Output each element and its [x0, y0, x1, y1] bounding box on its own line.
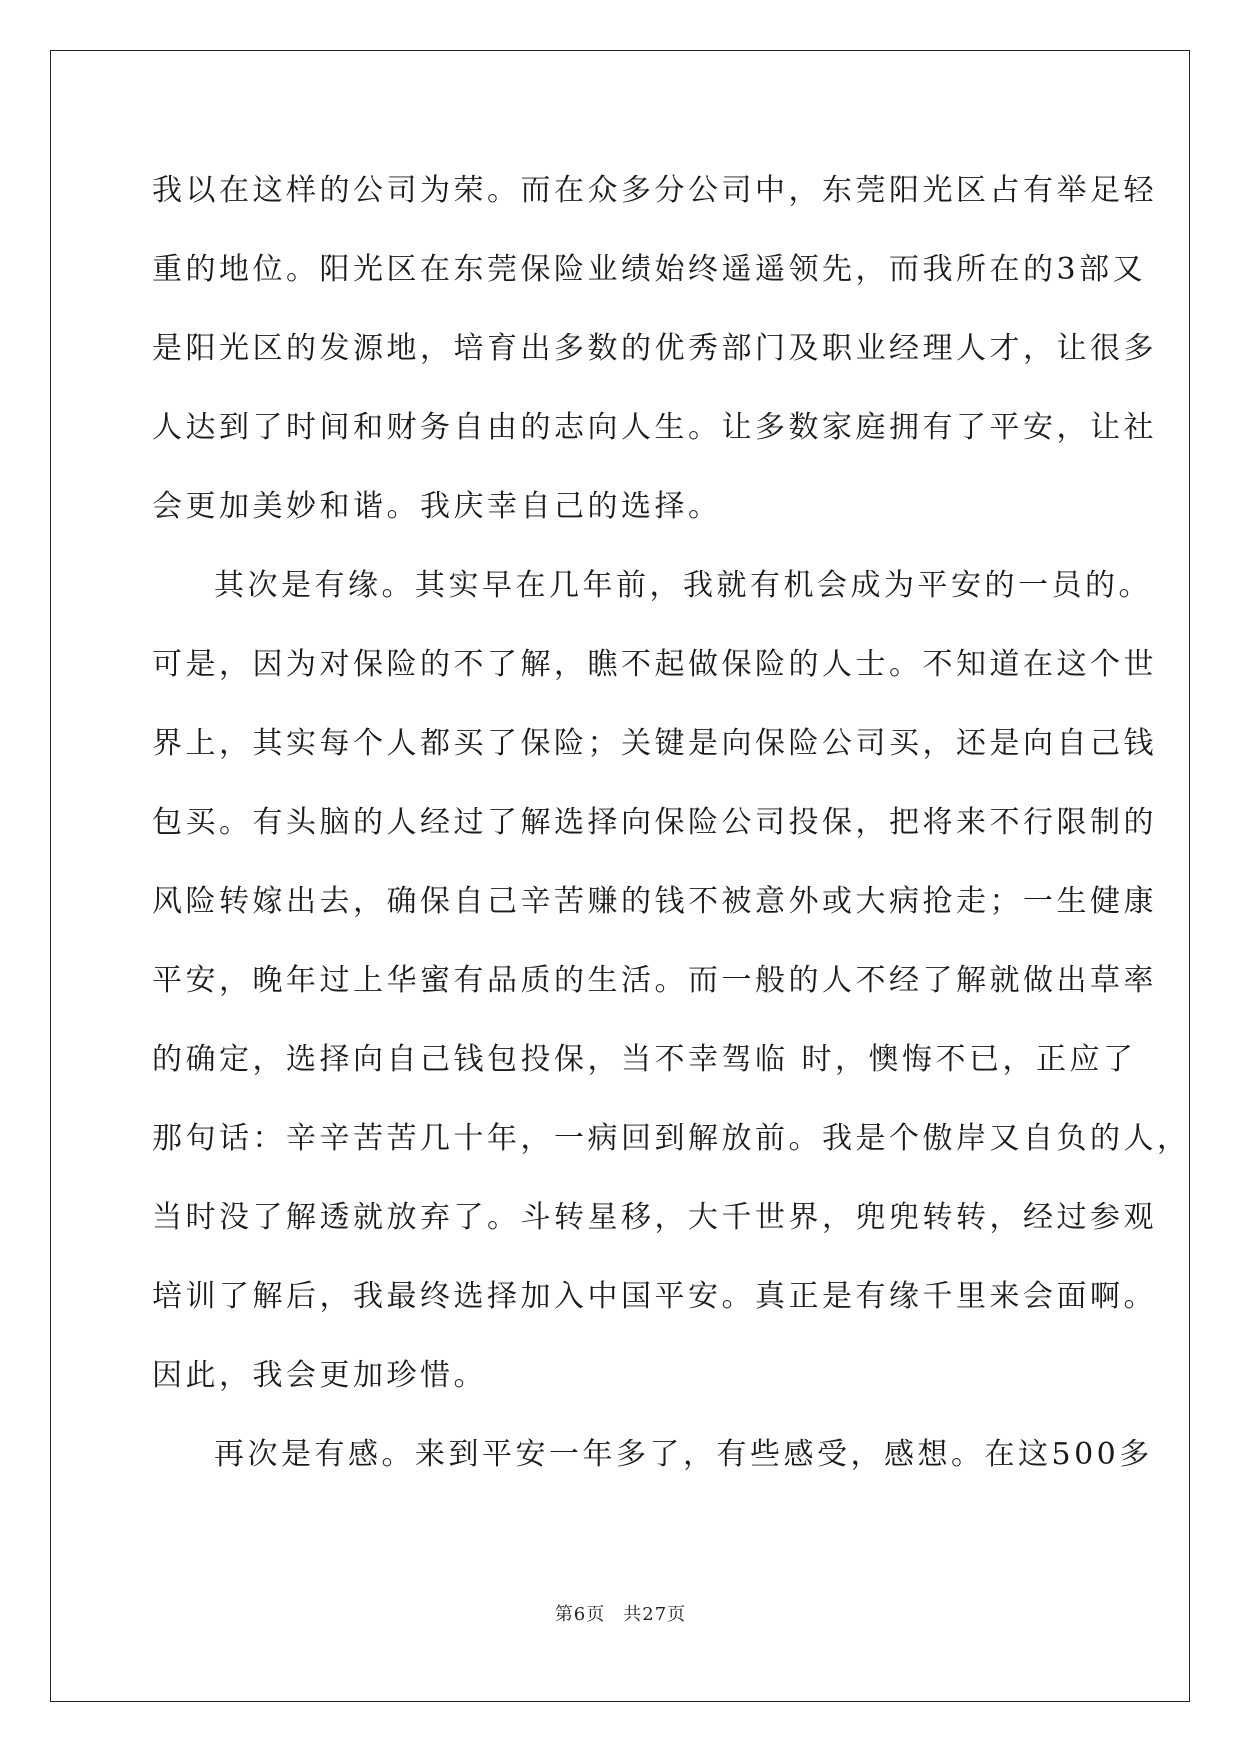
text-line: 平安，晚年过上华蜜有品质的生活。而一般的人不经了解就做出草率 [152, 963, 1157, 998]
text-line: 的确定，选择向自己钱包投保，当不幸驾临 时，懊悔不已，正应了 [152, 1042, 1137, 1077]
text-line: 再次是有感。来到平安一年多了，有些感受，感想。在这500多 [214, 1437, 1153, 1472]
text-line: 界上，其实每个人都买了保险；关键是向保险公司买，还是向自己钱 [152, 726, 1157, 761]
page-total: 共27页 [623, 1604, 687, 1625]
text-line: 当时没了解透就放弃了。斗转星移，大千世界，兜兜转转，经过参观 [152, 1200, 1157, 1235]
text-line: 其次是有缘。其实早在几年前，我就有机会成为平安的一员的。 [214, 568, 1152, 603]
text-line: 重的地位。阳光区在东莞保险业绩始终遥遥领先，而我所在的3部又 [152, 252, 1147, 287]
text-line: 是阳光区的发源地，培育出多数的优秀部门及职业经理人才，让很多 [152, 331, 1157, 366]
page-footer [0, 1600, 1241, 1626]
text-line: 可是，因为对保险的不了解，瞧不起做保险的人士。不知道在这个世 [152, 647, 1157, 682]
text-line: 我以在这样的公司为荣。而在众多分公司中，东莞阳光区占有举足轻 [152, 173, 1157, 208]
text-line: 包买。有头脑的人经过了解选择向保险公司投保，把将来不行限制的 [152, 805, 1157, 840]
text-line: 风险转嫁出去，确保自己辛苦赚的钱不被意外或大病抢走；一生健康 [152, 884, 1157, 919]
page-number: 第6页 [554, 1604, 606, 1625]
body-text [152, 160, 1191, 1503]
text-line: 因此，我会更加珍惜。 [152, 1358, 487, 1393]
text-line: 培训了解后，我最终选择加入中国平安。真正是有缘千里来会面啊。 [152, 1279, 1157, 1314]
text-line: 会更加美妙和谐。我庆幸自己的选择。 [152, 489, 722, 524]
text-line: 那句话：辛辛苦苦几十年，一病回到解放前。我是个傲岸又自负的人， [152, 1121, 1191, 1156]
text-line: 人达到了时间和财务自由的志向人生。让多数家庭拥有了平安，让社 [152, 410, 1157, 445]
